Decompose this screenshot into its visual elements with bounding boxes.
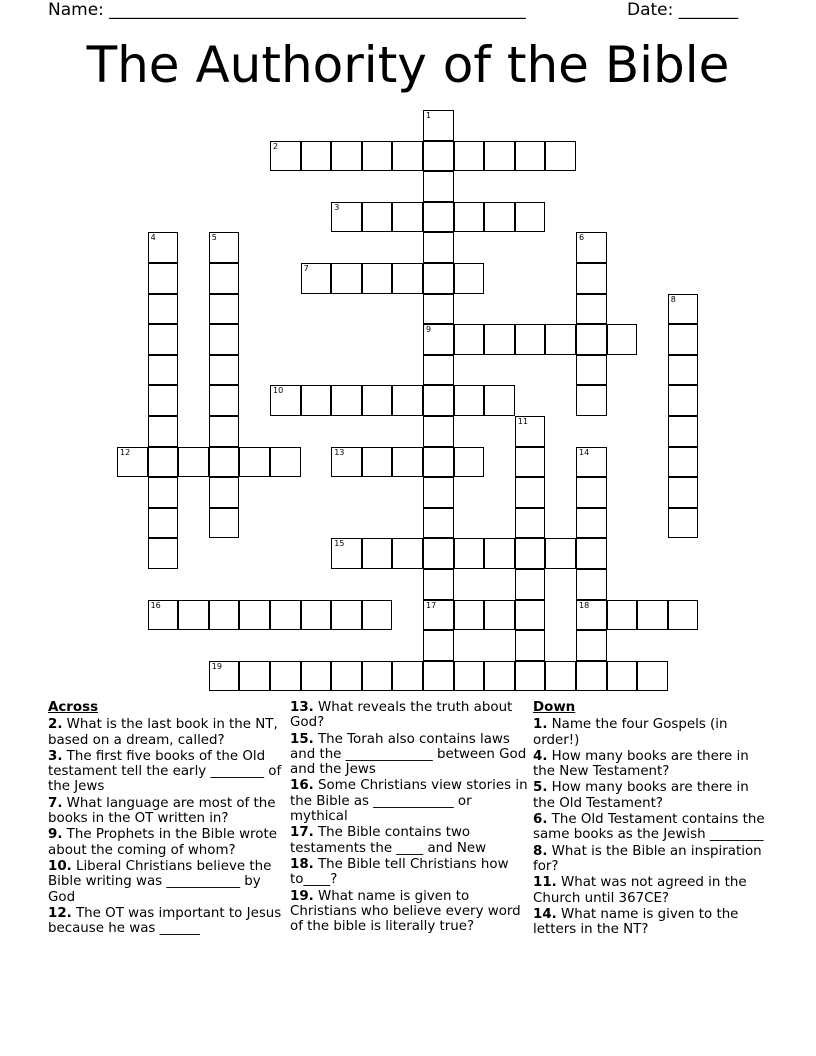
grid-cell[interactable] <box>239 661 270 692</box>
grid-cell[interactable] <box>209 447 240 478</box>
clue-item <box>533 749 773 780</box>
clue-item <box>48 906 288 937</box>
grid-cell[interactable] <box>668 508 699 539</box>
grid-cell[interactable] <box>423 416 454 447</box>
grid-cell[interactable] <box>301 263 332 294</box>
date-field-line: Date: _______ <box>627 0 739 20</box>
clue-number: 4. <box>533 748 548 764</box>
cell-number: 8 <box>670 294 676 304</box>
clue-number: 9. <box>48 827 63 843</box>
grid-cell[interactable] <box>576 538 607 569</box>
cell-number: 11 <box>517 417 528 426</box>
grid-cell[interactable] <box>545 661 576 692</box>
clues-column-1 <box>48 700 288 937</box>
grid-cell[interactable] <box>301 661 332 692</box>
grid-cell[interactable] <box>148 294 179 325</box>
cell-number: 18 <box>579 600 590 610</box>
grid-cell[interactable] <box>576 508 607 539</box>
clue-text: The Old Testament contains the same books as the Jewish ________ <box>533 812 765 843</box>
clue-number: 7. <box>48 795 63 811</box>
grid-cell[interactable] <box>607 324 638 355</box>
grid-cell[interactable] <box>270 661 301 692</box>
grid-cell[interactable] <box>423 569 454 600</box>
cell-number: 7 <box>303 264 309 273</box>
clue-text: Some Christians view stories in the Bible as ____________ or mythical <box>290 778 528 825</box>
clue-number: 14. <box>533 906 557 922</box>
grid-cell[interactable] <box>576 569 607 600</box>
grid-cell[interactable] <box>362 661 393 692</box>
grid-cell[interactable] <box>423 355 454 386</box>
grid-cell[interactable] <box>423 232 454 263</box>
clue-number: 15. <box>290 731 314 747</box>
grid-cell[interactable] <box>484 202 515 233</box>
grid-cell[interactable] <box>484 661 515 692</box>
grid-cell[interactable] <box>209 600 240 631</box>
grid-cell[interactable] <box>392 263 423 294</box>
grid-cell[interactable] <box>209 477 240 508</box>
grid-cell[interactable] <box>484 141 515 172</box>
clue-text: What is the last book in the NT, based on a dream, called? <box>48 717 278 748</box>
grid-cell[interactable] <box>576 263 607 294</box>
grid-cell[interactable] <box>515 416 546 447</box>
grid-cell[interactable] <box>270 385 301 416</box>
clue-item <box>48 717 288 748</box>
grid-cell[interactable] <box>362 447 393 478</box>
grid-cell[interactable] <box>515 141 546 172</box>
clue-number: 16. <box>290 778 314 794</box>
grid-cell[interactable] <box>576 232 607 263</box>
down-heading: Down <box>533 700 576 715</box>
clue-number: 18. <box>290 856 314 872</box>
cell-number: 4 <box>150 233 156 243</box>
grid-cell[interactable] <box>576 447 607 478</box>
clue-number: 10. <box>48 858 72 874</box>
grid-cell[interactable] <box>576 630 607 661</box>
grid-cell[interactable] <box>423 661 454 692</box>
grid-cell[interactable] <box>545 538 576 569</box>
clue-text: How many books are there in the Old Testament? <box>533 780 749 811</box>
grid-cell[interactable] <box>331 538 362 569</box>
grid-cell[interactable] <box>576 600 607 631</box>
grid-cell[interactable] <box>454 538 485 569</box>
grid-cell[interactable] <box>423 141 454 172</box>
grid-cell[interactable] <box>668 355 699 386</box>
clue-text: What name is given to Christians who believe every word of the bible is literally true? <box>290 888 521 935</box>
clue-number: 2. <box>48 717 63 733</box>
grid-cell[interactable] <box>301 600 332 631</box>
grid-cell[interactable] <box>148 508 179 539</box>
grid-cell[interactable] <box>545 324 576 355</box>
cell-number: 12 <box>120 447 131 457</box>
clue-text: The Bible tell Christians how to____? <box>290 856 509 888</box>
grid-cell[interactable] <box>423 324 454 355</box>
grid-cell[interactable] <box>239 600 270 631</box>
grid-cell[interactable] <box>148 447 179 478</box>
page-title: The Authority of the Bible <box>86 36 730 94</box>
grid-cell[interactable] <box>331 600 362 631</box>
grid-cell[interactable] <box>178 447 209 478</box>
clue-text: The Prophets in the Bible wrote about the coming of whom? <box>48 827 277 858</box>
clue-item <box>533 875 773 906</box>
grid-cell[interactable] <box>209 324 240 355</box>
grid-cell[interactable] <box>576 661 607 692</box>
clue-text: The Torah also contains laws and the _____________ between God and the Jews <box>290 731 527 778</box>
grid-cell[interactable] <box>362 538 393 569</box>
grid-cell[interactable] <box>148 355 179 386</box>
clue-number: 11. <box>533 875 557 891</box>
grid-cell[interactable] <box>515 324 546 355</box>
grid-cell[interactable] <box>637 600 668 631</box>
grid-cell[interactable] <box>423 263 454 294</box>
grid-cell[interactable] <box>331 263 362 294</box>
grid-cell[interactable] <box>148 600 179 631</box>
clue-text: Liberal Christians believe the Bible writing was ___________ by God <box>48 858 272 905</box>
grid-cell[interactable] <box>117 447 148 478</box>
grid-cell[interactable] <box>148 232 179 263</box>
grid-cell[interactable] <box>515 630 546 661</box>
grid-cell[interactable] <box>545 141 576 172</box>
grid-cell[interactable] <box>423 385 454 416</box>
clue-item <box>48 749 288 795</box>
clue-text: The Bible contains two testaments the ____ and New <box>290 825 487 856</box>
clue-text: What is the Bible an inspiration for? <box>533 843 762 874</box>
cell-number: 2 <box>273 141 279 151</box>
clue-text: What was not agreed in the Church until 367CE? <box>533 875 747 906</box>
grid-cell[interactable] <box>515 538 546 569</box>
clue-text: How many books are there in the New Testament? <box>533 748 749 780</box>
clues-column-2 <box>290 700 530 935</box>
clue-text: The first five books of the Old testament tell the early ________ of the Jews <box>48 748 282 795</box>
cell-number: 14 <box>579 447 590 457</box>
clue-text: The OT was important to Jesus because he was ______ <box>48 905 282 937</box>
clue-number: 17. <box>290 825 314 841</box>
clue-number: 13. <box>290 700 314 715</box>
grid-cell[interactable] <box>392 661 423 692</box>
clue-item <box>290 857 530 888</box>
grid-cell[interactable] <box>423 477 454 508</box>
grid-cell[interactable] <box>331 385 362 416</box>
grid-cell[interactable] <box>178 600 209 631</box>
grid-cell[interactable] <box>209 355 240 386</box>
grid-cell[interactable] <box>515 447 546 478</box>
grid-cell[interactable] <box>454 324 485 355</box>
grid-cell[interactable] <box>454 447 485 478</box>
grid-cell[interactable] <box>362 385 393 416</box>
grid-cell[interactable] <box>148 263 179 294</box>
name-field-line: Name: _________________________________________________ <box>48 0 526 20</box>
grid-cell[interactable] <box>454 263 485 294</box>
cell-number: 6 <box>579 233 585 243</box>
cell-number: 5 <box>211 233 217 243</box>
grid-cell[interactable] <box>668 324 699 355</box>
grid-cell[interactable] <box>423 630 454 661</box>
cell-number: 17 <box>426 600 437 610</box>
grid-cell[interactable] <box>515 661 546 692</box>
grid-cell[interactable] <box>607 661 638 692</box>
grid-cell[interactable] <box>668 294 699 325</box>
grid-cell[interactable] <box>454 661 485 692</box>
grid-cell[interactable] <box>362 202 393 233</box>
clue-text: What language are most of the books in the OT written in? <box>48 795 276 827</box>
grid-cell[interactable] <box>637 661 668 692</box>
grid-cell[interactable] <box>576 294 607 325</box>
grid-cell[interactable] <box>148 477 179 508</box>
grid-cell[interactable] <box>515 600 546 631</box>
grid-cell[interactable] <box>423 447 454 478</box>
grid-cell[interactable] <box>392 538 423 569</box>
cell-number: 16 <box>150 600 161 610</box>
clue-item <box>48 827 288 858</box>
grid-cell[interactable] <box>270 141 301 172</box>
grid-cell[interactable] <box>668 477 699 508</box>
grid-cell[interactable] <box>515 569 546 600</box>
clue-item <box>48 859 288 905</box>
cell-number: 1 <box>426 111 432 120</box>
grid-cell[interactable] <box>148 538 179 569</box>
cell-number: 9 <box>426 325 432 335</box>
grid-cell[interactable] <box>423 202 454 233</box>
clue-number: 5. <box>533 780 548 796</box>
grid-cell[interactable] <box>576 355 607 386</box>
grid-cell[interactable] <box>484 600 515 631</box>
grid-cell[interactable] <box>423 171 454 202</box>
cell-number: 15 <box>334 539 345 549</box>
grid-cell[interactable] <box>209 661 240 692</box>
grid-cell[interactable] <box>484 324 515 355</box>
grid-cell[interactable] <box>392 202 423 233</box>
cell-number: 3 <box>334 202 340 212</box>
grid-cell[interactable] <box>668 600 699 631</box>
clue-text: Name the four Gospels (in order!) <box>533 717 728 748</box>
grid-cell[interactable] <box>209 294 240 325</box>
clue-item <box>290 778 530 824</box>
clue-number: 6. <box>533 812 548 828</box>
across-heading: Across <box>48 700 99 715</box>
grid-cell[interactable] <box>515 202 546 233</box>
grid-cell[interactable] <box>576 477 607 508</box>
grid-cell[interactable] <box>423 110 454 141</box>
grid-cell[interactable] <box>209 416 240 447</box>
clue-text: What name is given to the letters in the NT? <box>533 906 739 938</box>
grid-cell[interactable] <box>209 385 240 416</box>
grid-cell[interactable] <box>209 263 240 294</box>
clue-number: 12. <box>48 905 72 921</box>
clue-number: 19. <box>290 888 314 904</box>
grid-cell[interactable] <box>607 600 638 631</box>
grid-cell[interactable] <box>423 294 454 325</box>
grid-cell[interactable] <box>515 477 546 508</box>
grid-cell[interactable] <box>423 600 454 631</box>
grid-cell[interactable] <box>148 385 179 416</box>
clues-column-3 <box>533 700 773 938</box>
grid-cell[interactable] <box>362 600 393 631</box>
grid-cell[interactable] <box>392 385 423 416</box>
grid-cell[interactable] <box>362 141 393 172</box>
clue-item <box>290 732 530 778</box>
grid-cell[interactable] <box>668 385 699 416</box>
grid-cell[interactable] <box>454 600 485 631</box>
grid-cell[interactable] <box>392 141 423 172</box>
grid-cell[interactable] <box>331 202 362 233</box>
clue-item <box>290 825 530 856</box>
grid-cell[interactable] <box>576 324 607 355</box>
grid-cell[interactable] <box>270 447 301 478</box>
clue-item <box>533 780 773 811</box>
clue-item <box>533 844 773 875</box>
grid-cell[interactable] <box>148 416 179 447</box>
clue-item <box>533 717 773 748</box>
clue-item <box>533 812 773 843</box>
cell-number: 19 <box>211 661 222 671</box>
clue-item <box>533 907 773 938</box>
cell-number: 13 <box>334 447 345 457</box>
grid-cell[interactable] <box>668 416 699 447</box>
clue-item <box>48 796 288 827</box>
grid-cell[interactable] <box>423 538 454 569</box>
grid-cell[interactable] <box>331 661 362 692</box>
grid-cell[interactable] <box>484 538 515 569</box>
grid-cell[interactable] <box>392 447 423 478</box>
grid-cell[interactable] <box>362 263 393 294</box>
grid-cell[interactable] <box>454 385 485 416</box>
grid-cell[interactable] <box>331 141 362 172</box>
grid-cell[interactable] <box>331 447 362 478</box>
grid-cell[interactable] <box>239 447 270 478</box>
grid-cell[interactable] <box>301 141 332 172</box>
clue-text: What reveals the truth about God? <box>290 700 513 731</box>
grid-cell[interactable] <box>484 385 515 416</box>
grid-cell[interactable] <box>148 324 179 355</box>
grid-cell[interactable] <box>270 600 301 631</box>
grid-cell[interactable] <box>454 141 485 172</box>
grid-cell[interactable] <box>209 508 240 539</box>
grid-cell[interactable] <box>576 385 607 416</box>
grid-cell[interactable] <box>515 508 546 539</box>
grid-cell[interactable] <box>423 508 454 539</box>
clue-item <box>290 889 530 935</box>
grid-cell[interactable] <box>209 232 240 263</box>
clue-number: 1. <box>533 717 548 733</box>
cell-number: 10 <box>273 386 284 396</box>
clue-number: 3. <box>48 748 63 764</box>
grid-cell[interactable] <box>668 447 699 478</box>
clue-item <box>290 700 530 731</box>
grid-cell[interactable] <box>454 202 485 233</box>
clue-number: 8. <box>533 843 548 859</box>
grid-cell[interactable] <box>301 385 332 416</box>
